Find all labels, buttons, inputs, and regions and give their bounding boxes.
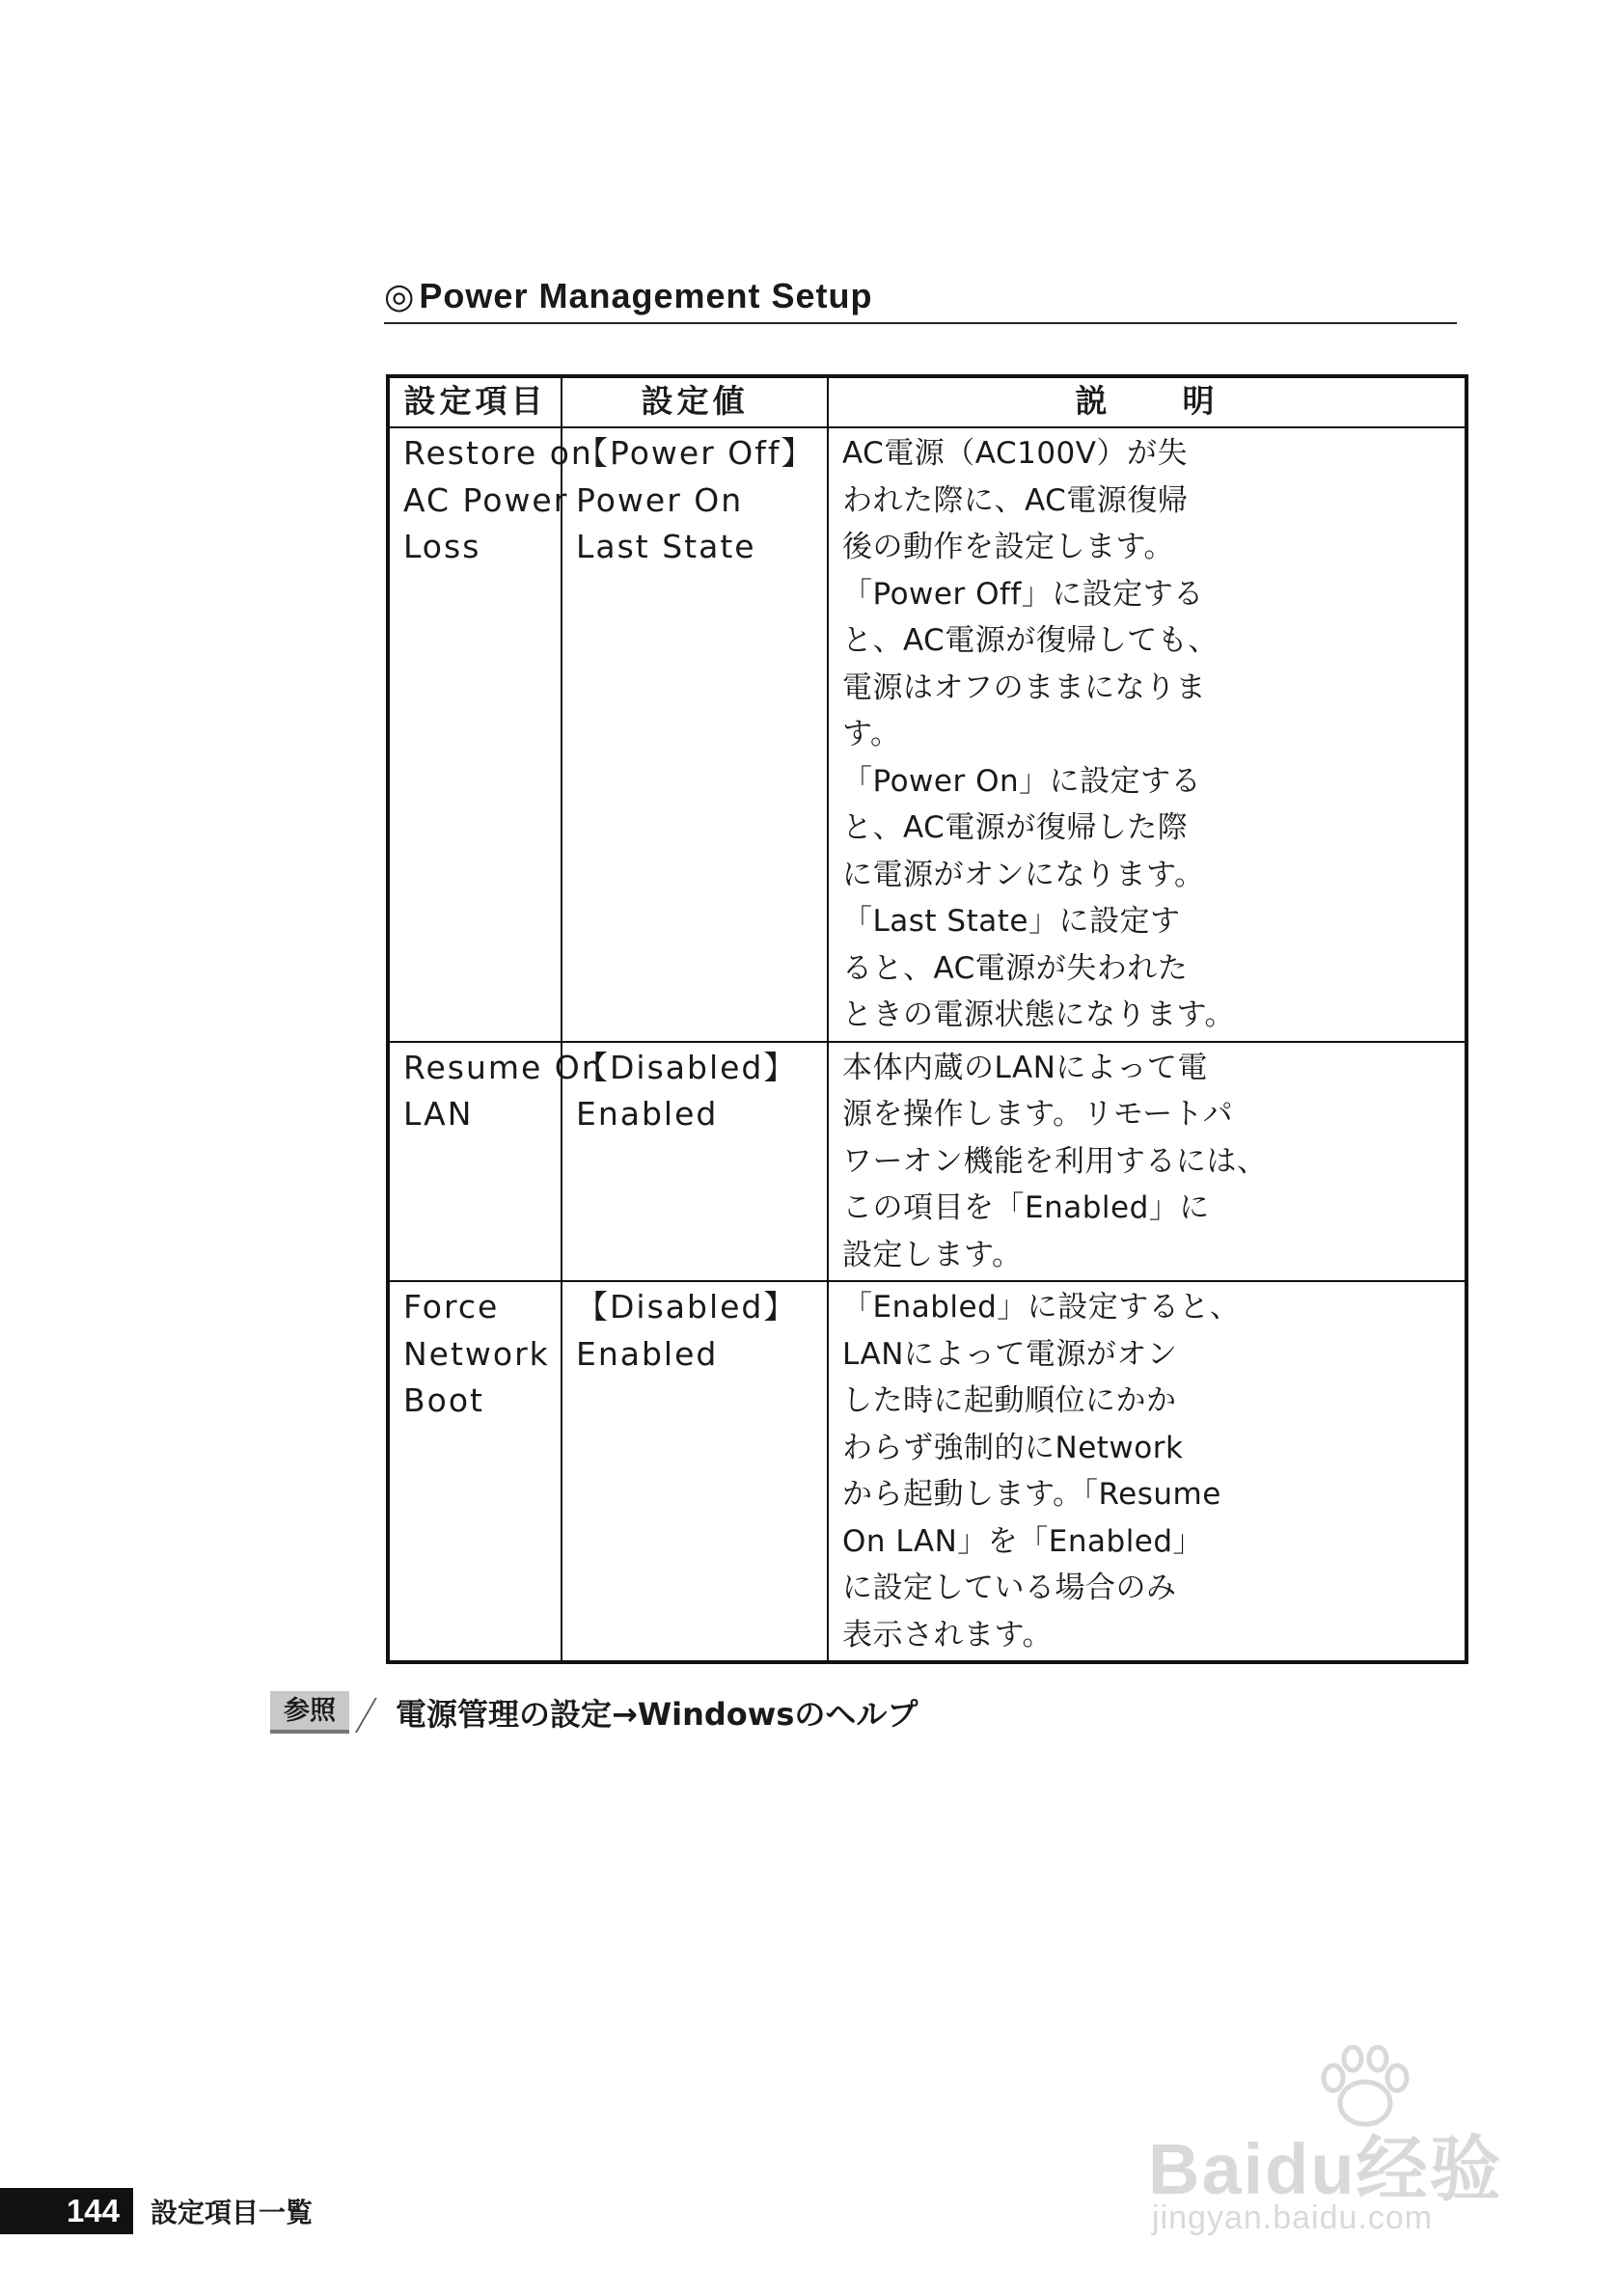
setting-item-line: LAN	[403, 1095, 474, 1133]
desc-paragraph	[842, 898, 1459, 1039]
section-title: Power Management Setup	[419, 276, 873, 315]
settings-table	[386, 374, 1468, 1664]
desc-line: 本体内蔵のLANによって電	[842, 1050, 1208, 1085]
header-item: 設定項目	[388, 376, 562, 427]
desc-line: す。	[842, 717, 901, 752]
desc-line: 「Power Off」に設定する	[842, 576, 1204, 612]
table-row	[388, 1042, 1466, 1282]
reference-note	[270, 1690, 918, 1735]
watermark	[1138, 2045, 1544, 2238]
setting-value-cell	[562, 427, 828, 1042]
desc-paragraph	[842, 1045, 1459, 1279]
section-mark: ◎	[384, 276, 416, 315]
page-footer-label: 設定項目一覧	[151, 2197, 314, 2228]
header-value: 設定値	[562, 376, 828, 427]
desc-line: と、AC電源が復帰した際	[842, 810, 1189, 845]
desc-line: 「Last State」に設定す	[842, 904, 1181, 939]
desc-paragraph	[842, 758, 1459, 899]
setting-value-line: Enabled	[576, 1095, 719, 1133]
desc-line: 「Power On」に設定する	[842, 763, 1202, 799]
desc-line: ると、AC電源が失われた	[842, 950, 1189, 986]
desc-line: から起動します。「Resume	[842, 1477, 1221, 1512]
setting-value-line: 【Disabled】	[576, 1288, 798, 1326]
setting-item-line: Loss	[403, 528, 481, 565]
setting-item-cell	[388, 427, 593, 1042]
desc-line: LANによって電源がオン	[842, 1336, 1178, 1372]
table-header-row	[388, 376, 1466, 427]
setting-desc-cell	[828, 1281, 1466, 1662]
setting-item-cell	[388, 1042, 604, 1282]
setting-desc-cell	[828, 1042, 1466, 1282]
setting-value-line: 【Disabled】	[576, 1048, 798, 1086]
desc-line: した時に起動順位にかか	[842, 1383, 1177, 1418]
setting-item-line: Boot	[403, 1381, 484, 1419]
desc-line: に設定している場合のみ	[842, 1571, 1177, 1605]
desc-line: ワーオン機能を利用するには、	[842, 1143, 1268, 1179]
page-footer	[0, 2188, 313, 2234]
setting-item-line: AC Power	[403, 480, 569, 519]
desc-line: われた際に、AC電源復帰	[842, 482, 1189, 518]
section-heading	[384, 270, 1457, 324]
desc-line: 「Enabled」に設定すると、	[842, 1290, 1241, 1325]
desc-line: AC電源（AC100V）が失	[842, 436, 1188, 471]
desc-line: わらず強制的にNetwork	[842, 1430, 1184, 1465]
page-number: 144	[0, 2188, 133, 2234]
desc-line: On LAN」を「Enabled」	[842, 1523, 1204, 1559]
desc-line: 設定します。	[842, 1237, 1023, 1272]
desc-paragraph	[842, 1284, 1459, 1658]
desc-line: 電源はオフのままになりま	[842, 670, 1207, 705]
desc-paragraph	[842, 430, 1459, 571]
setting-item-line: Network	[403, 1334, 550, 1373]
reference-slash-icon	[349, 1692, 369, 1733]
reference-badge: 参照	[270, 1691, 349, 1734]
desc-line: に電源がオンになります。	[842, 857, 1205, 892]
header-desc: 説 明	[828, 376, 1466, 427]
setting-item-line: Force	[403, 1288, 500, 1326]
desc-line: ときの電源状態になります。	[842, 998, 1236, 1032]
setting-value-line: Power On	[576, 480, 744, 519]
desc-line: 後の動作を設定します。	[842, 530, 1175, 564]
watermark-url: jingyan.baidu.com	[1152, 2200, 1434, 2236]
setting-value-line: Last State	[576, 528, 756, 565]
setting-desc-cell	[828, 427, 1466, 1042]
setting-value-cell	[562, 1281, 828, 1662]
reference-text: 電源管理の設定→Windowsのヘルプ	[396, 1696, 918, 1733]
desc-line: 表示されます。	[842, 1617, 1054, 1653]
setting-value-line: 【Power Off】	[576, 434, 815, 472]
desc-paragraph	[842, 571, 1459, 758]
setting-item-line: Resume On	[403, 1048, 604, 1086]
desc-line: と、AC電源が復帰しても、	[842, 623, 1219, 658]
table-row	[388, 1281, 1466, 1662]
setting-value-line: Enabled	[576, 1334, 719, 1373]
setting-item-cell	[388, 1281, 562, 1662]
desc-line: 源を操作します。リモートパ	[842, 1097, 1234, 1132]
watermark-logo-text: Baidu经验	[1148, 2129, 1503, 2209]
setting-item-line: Restore on	[403, 434, 593, 472]
table-row	[388, 427, 1466, 1042]
setting-value-cell	[562, 1042, 828, 1282]
desc-line: この項目を「Enabled」に	[842, 1190, 1210, 1225]
